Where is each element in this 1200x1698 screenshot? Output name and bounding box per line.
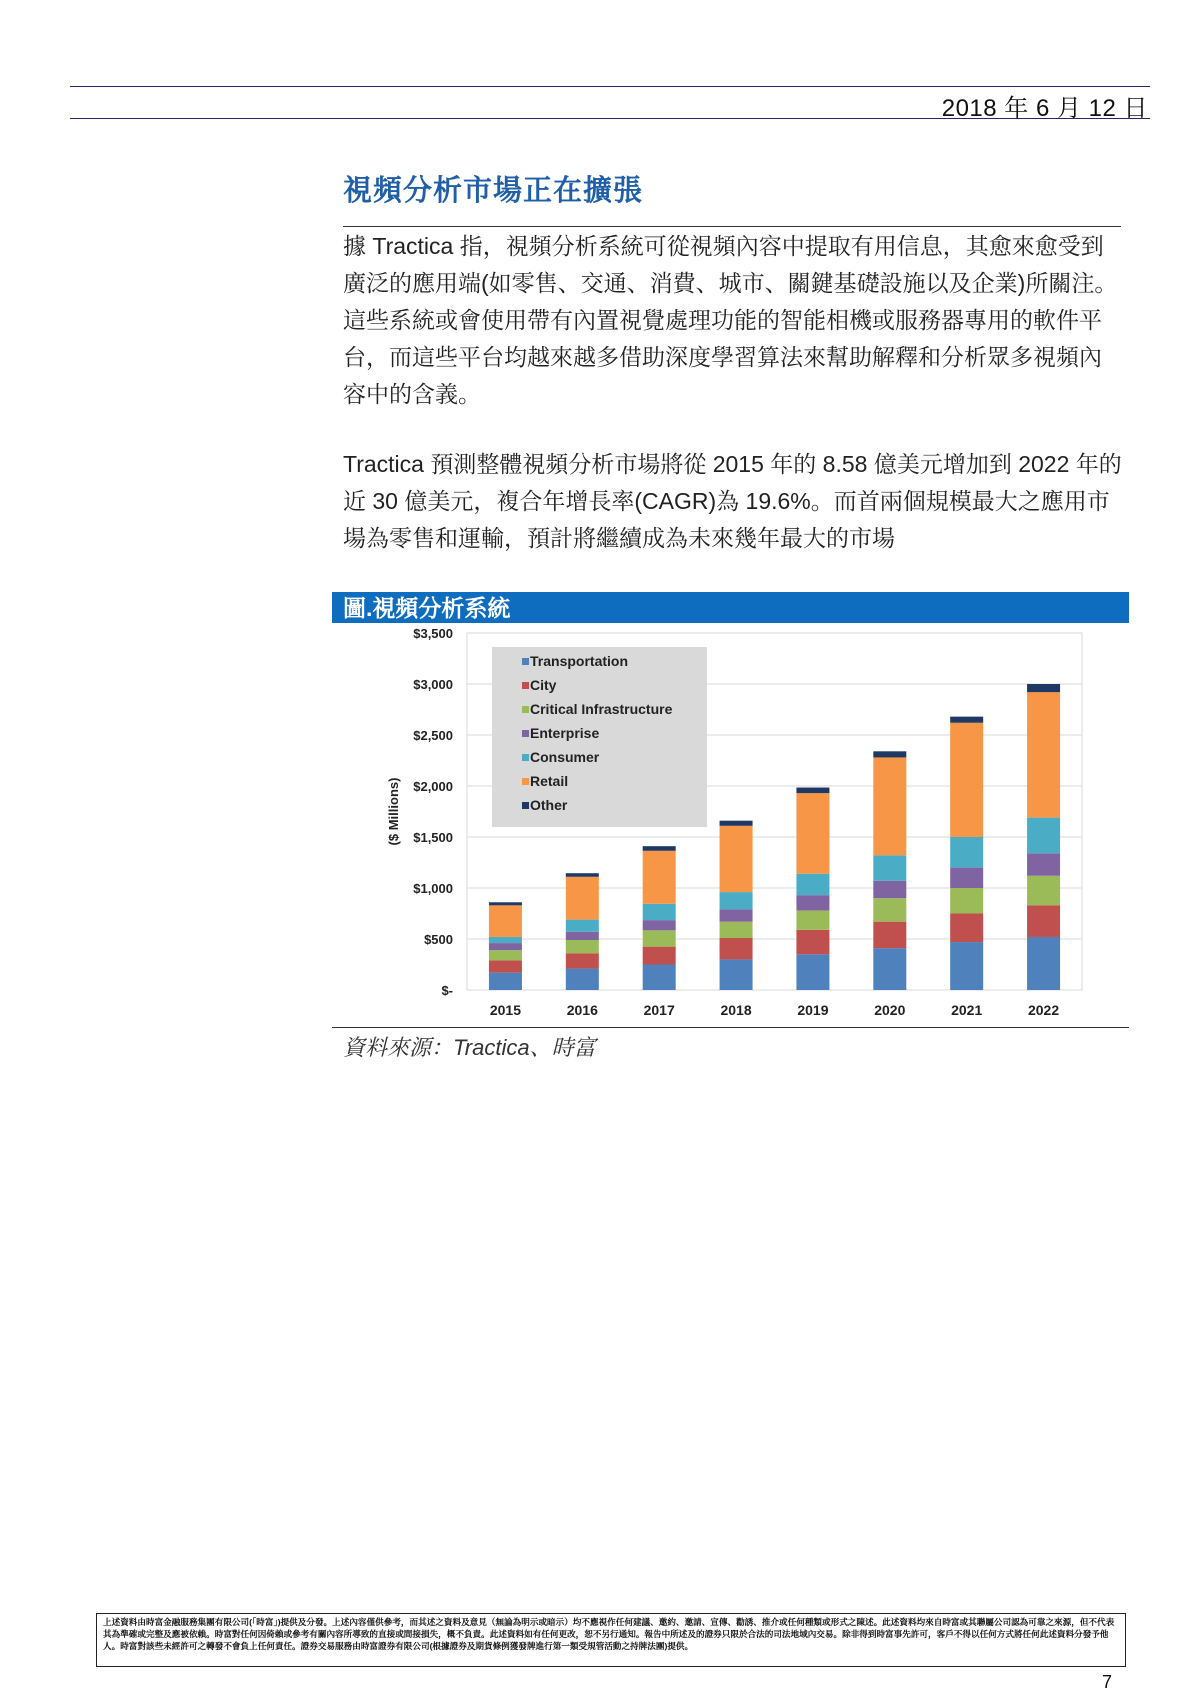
bar-segment: [720, 959, 753, 990]
bar-segment: [566, 877, 599, 920]
bar-segment: [1027, 853, 1060, 875]
bar-segment: [566, 873, 599, 877]
bar-segment: [566, 969, 599, 990]
x-tick-label: 2021: [951, 1002, 983, 1018]
bar-segment: [566, 953, 599, 968]
bar-segment: [566, 920, 599, 932]
bar-segment: [796, 788, 829, 794]
bar-segment: [796, 954, 829, 990]
bar-segment: [643, 846, 676, 851]
x-tick-label: 2019: [797, 1002, 829, 1018]
y-tick-label: $500: [424, 932, 453, 947]
section-title: 視頻分析市場正在擴張: [343, 175, 644, 207]
bar-segment: [489, 960, 522, 972]
x-tick-label: 2016: [566, 1002, 598, 1018]
bar-segment: [489, 937, 522, 943]
bar-segment: [1027, 905, 1060, 937]
bar-segment: [873, 757, 906, 855]
paragraph-1: 據 Tractica 指，視頻分析系統可從視頻內容中提取有用信息，其愈來愈受到廣泛的應用端(如零售、交通、消費、城市、關鍵基礎設施以及企業)所關注。這些系統或會使用帶有內置視覺處理功能的智能相機或服務器專用的軟件平台，而這些平台均越來越多借助深度學習算法來幫助解釋和分析眾多視頻內容中的含義。: [343, 233, 1118, 407]
legend-label: Other: [530, 797, 568, 813]
bar-segment: [720, 821, 753, 826]
y-tick-label: $1,500: [413, 830, 453, 845]
x-tick-label: 2018: [720, 1002, 752, 1018]
legend-label: Retail: [530, 773, 569, 789]
bar-segment: [566, 932, 599, 940]
page-number: 7: [1101, 1672, 1112, 1692]
bar-segment: [873, 922, 906, 949]
bar-segment: [873, 855, 906, 881]
legend-label: Consumer: [530, 749, 600, 765]
legend-label: Enterprise: [530, 725, 600, 741]
bar-segment: [489, 950, 522, 960]
disclaimer-box: 上述資料由時富金融服務集團有限公司(「時富」)提供及分發。上述內容僅供參考，而其述之資料及意見（無論為明示或暗示）均不應視作任何建議、邀約、邀請、宣傳、勸誘、推介或任何種類或形式之陳述。此述資料均來自時富或其聯屬公司認為可靠之來源，但不代表其為準確或完整及應被依賴。時富對任何因倚賴或參考有關內容所導致的直接或間接損失，概不負責。此述資料如有任何更改，恕不另行通知。報告中所述及的證券只限於合法的司法地域內交易。除非得到時富事先許可，客戶不得以任何方式將任何此述資料分發予他人。時富對該些未經許可之轉發不會負上任何責任。證券交易服務由時富證券有限公司(根據證券及期貨條例獲發牌進行第一類受規管活動之持牌法團)提供。: [96, 1613, 1126, 1667]
bar-segment: [643, 904, 676, 920]
bar-segment: [950, 837, 983, 868]
header-top-rule: [70, 86, 1150, 87]
y-tick-label: $2,000: [413, 779, 453, 794]
bar-segment: [796, 895, 829, 910]
bar-segment: [1027, 818, 1060, 854]
bar-segment: [566, 940, 599, 953]
x-tick-label: 2022: [1027, 1002, 1060, 1018]
bar-segment: [720, 909, 753, 921]
legend-label: Critical Infrastructure: [530, 701, 673, 717]
legend-swatch: [522, 658, 529, 665]
bar-segment: [720, 938, 753, 959]
legend-swatch: [522, 778, 529, 785]
bar-segment: [489, 905, 522, 937]
y-tick-label: $2,500: [413, 728, 453, 743]
y-tick-label: $3,000: [413, 677, 453, 692]
bar-segment: [489, 943, 522, 950]
y-tick-label: $1,000: [413, 881, 453, 896]
x-tick-label: 2015: [489, 1002, 522, 1018]
bar-segment: [796, 910, 829, 929]
bar-segment: [873, 881, 906, 898]
figure-title: 圖.視頻分析系統: [343, 595, 511, 621]
bar-segment: [720, 922, 753, 938]
bar-segment: [643, 947, 676, 965]
legend-swatch: [522, 730, 529, 737]
title-underline: [343, 226, 1121, 227]
bar-segment: [643, 930, 676, 946]
x-tick-label: 2020: [874, 1002, 906, 1018]
bar-segment: [950, 717, 983, 723]
bar-segment: [1027, 684, 1060, 692]
bar-segment: [796, 793, 829, 874]
bar-segment: [950, 942, 983, 990]
bar-segment: [873, 898, 906, 921]
bar-segment: [873, 948, 906, 990]
bar-segment: [796, 930, 829, 954]
legend-swatch: [522, 706, 529, 713]
legend-swatch: [522, 754, 529, 761]
legend-label: City: [530, 677, 557, 693]
y-tick-label: $3,500: [413, 626, 453, 641]
bar-segment: [873, 751, 906, 757]
bar-segment: [643, 920, 676, 930]
legend-swatch: [522, 682, 529, 689]
bar-segment: [489, 902, 522, 905]
bar-segment: [1027, 692, 1060, 817]
bar-segment: [643, 851, 676, 904]
header-bottom-rule: [70, 118, 1150, 119]
bar-segment: [796, 874, 829, 895]
y-tick-label: $-: [441, 983, 453, 998]
y-axis-label: ($ Millions): [386, 777, 401, 846]
legend-label: Transportation: [530, 653, 629, 669]
chart-svg: [332, 623, 1129, 1027]
bar-segment: [950, 723, 983, 837]
bar-segment: [489, 973, 522, 990]
x-tick-label: 2017: [643, 1002, 675, 1018]
figure-source: 資料來源：Tractica、時富: [343, 1035, 596, 1060]
figure-bottom-rule: [332, 1027, 1129, 1028]
bar-segment: [720, 892, 753, 909]
bar-segment: [950, 868, 983, 888]
bar-segment: [950, 914, 983, 943]
bar-segment: [1027, 937, 1060, 990]
bar-segment: [1027, 876, 1060, 906]
stacked-bar-chart: [332, 623, 1129, 1027]
bar-segment: [643, 965, 676, 991]
bar-segment: [950, 888, 983, 914]
legend-swatch: [522, 802, 529, 809]
paragraph-2: Tractica 預測整體視頻分析市場將從 2015 年的 8.58 億美元增加到 2022 年的近 30 億美元，複合年增長率(CAGR)為 19.6%。而首兩個規模最大之應用市場為零售和運輸，預計將繼續成為未來幾年最大的市場: [343, 451, 1122, 551]
bar-segment: [720, 826, 753, 892]
report-date: 2018 年 6 月 12 日: [941, 95, 1148, 122]
